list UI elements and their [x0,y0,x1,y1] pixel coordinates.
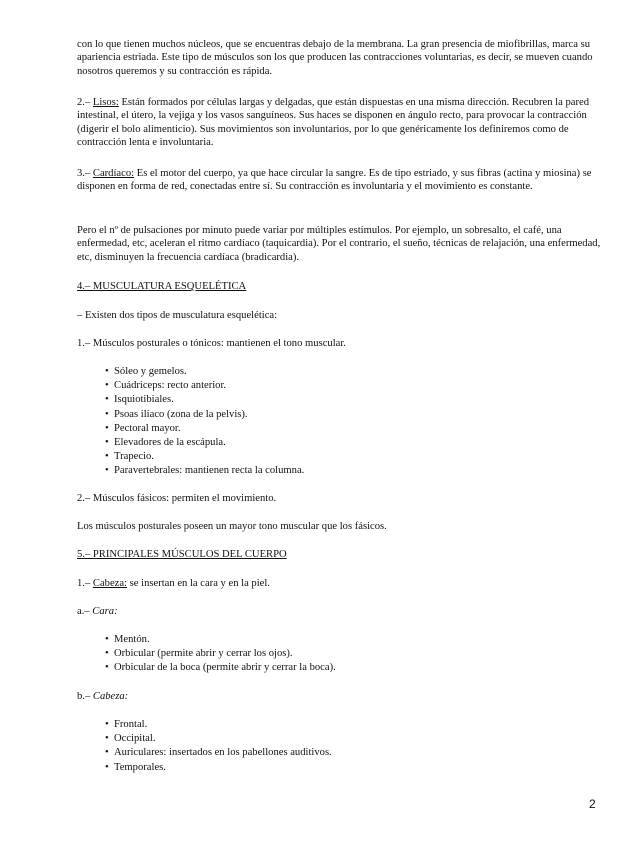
comparacion-text: Los músculos posturales poseen un mayor tono muscular que los fásicos. [77,521,387,532]
cara-subheading [77,605,605,618]
list-item: • Mentón. [105,633,585,647]
cardiaco-number: 3.– [77,168,93,179]
page-number: 2 [589,797,596,811]
lisos-number: 2.– [77,97,93,108]
list-item: • Frontal. [105,718,585,732]
list-item: • Occipital. [105,732,585,746]
list-item: • Trapecio. [105,450,585,464]
cardiaco-text: Es el motor del cuerpo, ya que hace circular la sangre. Es de tipo estriado, y sus fibras (actina y miosina) se disponen en forma de red, conectadas entre sí. Su contracción es involuntaria y el movimiento es constante. [77,168,592,193]
cara-list [105,633,585,676]
paragraph-estriados-cont: con lo que tienen muchos núcleos, que se encuentras debajo de la membrana. La gran presencia de miofibrillas, marca su apariencia estriada. Este tipo de músculos son los que producen las contracciones voluntarias, es decir, se mueven cuando nosotros queremos y su contracción es rápida. [77,39,593,77]
cabeza-sub-label: Cabeza: [92,691,129,702]
fasicos-title: 2.– Músculos fásicos: permiten el movimiento. [77,493,277,504]
lisos-term: Lisos: [92,97,119,108]
list-item: • Elevadores de la escápula. [105,436,585,450]
lisos-text: Están formados por células largas y delgadas, que están dispuestas en una misma dirección. Recubren la pared intestinal, el útero, la vejiga y los vasos sanguíneos. Sus haces se disponen en ángulo recto, para provocar la contracción (digerir el bolo alimenticio). Sus movimientos son involuntarios, por lo que genéricamente los definiremos como de contracción lenta e involuntaria. [77,97,589,149]
cabeza-number: 1.– [77,578,93,589]
cabeza-heading [77,577,605,590]
list-item: • Paravertebrales: mantienen recta la columna. [105,464,585,478]
cabeza-subheading [77,690,605,703]
paragraph-pulsaciones: Pero el nº de pulsaciones por minuto puede variar por múltiples estímulos. Por ejemplo, un sobresalto, el café, una enfermedad, etc, aceleran el ritmo cardíaco (taquicardia). Por el contrario, el sueño, técnicas de relajación, una enfermedad, etc, disminuyen la frecuencia cardíaca (bradicardia). [77,225,601,263]
list-item: • Pectoral mayor. [105,422,585,436]
list-item: • Cuádriceps: recto anterior. [105,379,585,393]
cara-label: Cara: [92,606,118,617]
tipos-intro: – Existen dos tipos de musculatura esquelética: [77,310,278,321]
posturales-list [105,365,585,479]
cabeza-sub-prefix: b.– [77,691,93,702]
list-item: • Isquiotibiales. [105,393,585,407]
section-heading-5: 5.– PRINCIPALES MÚSCULOS DEL CUERPO [77,549,287,560]
posturales-title: 1.– Músculos posturales o tónicos: mantienen el tono muscular. [77,338,346,349]
cabeza-term: Cabeza: [92,578,128,589]
list-item: • Orbicular (permite abrir y cerrar los ojos). [105,647,585,661]
list-item: • Temporales. [105,761,585,775]
list-item: • Auriculares: insertados en los pabellones auditivos. [105,746,585,760]
cabeza-text: se insertan en la cara y en la piel. [127,578,270,589]
list-item: • Orbicular de la boca (permite abrir y cerrar la boca). [105,661,585,675]
cardiaco-term: Cardíaco: [92,168,135,179]
cara-prefix: a.– [77,606,93,617]
paragraph-cardiaco [77,167,605,194]
paragraph-lisos [77,96,605,150]
cabeza-list [105,718,585,775]
list-item: • Sóleo y gemelos. [105,365,585,379]
section-heading-4: 4.– MUSCULATURA ESQUELÉTICA [77,281,247,292]
list-item: • Psoas ilíaco (zona de la pelvis). [105,408,585,422]
